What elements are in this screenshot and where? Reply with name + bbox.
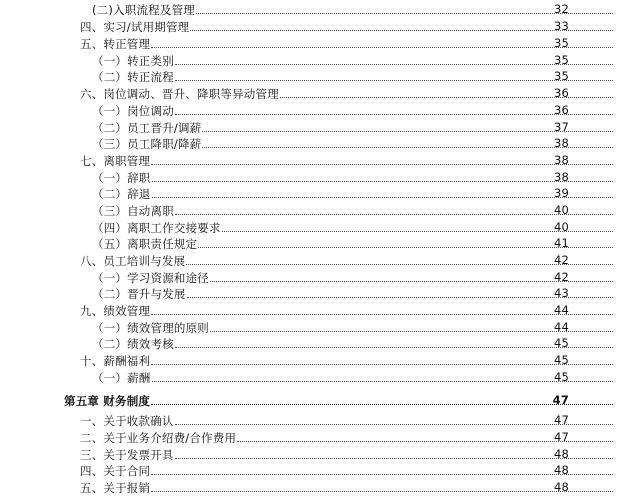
toc-entry-title: （三）自动离职 (92, 204, 174, 218)
toc-page-number: 33 (553, 19, 569, 33)
toc-entry[interactable] (0, 368, 633, 385)
toc-page-number: 43 (553, 286, 569, 300)
toc-page-number: 42 (553, 253, 569, 267)
toc-page-number: 39 (553, 186, 569, 200)
toc-dot-leader (151, 474, 613, 475)
toc-entry[interactable] (0, 284, 633, 301)
toc-dot-leader (187, 297, 613, 298)
toc-entry[interactable] (0, 34, 633, 51)
toc-entry[interactable] (0, 118, 633, 135)
toc-entry[interactable] (0, 445, 633, 462)
toc-dot-leader (152, 381, 614, 382)
toc-entry-title: （一）转正类别 (92, 54, 174, 68)
toc-entry-title: （一）学习资源和途径 (92, 271, 209, 285)
toc-dot-leader (210, 281, 613, 282)
toc-entry[interactable] (0, 84, 633, 101)
toc-page-number: 41 (553, 236, 569, 250)
toc-entry-title: （二）辞退 (92, 187, 151, 201)
toc-entry-title: 五、关于报销 (80, 481, 151, 495)
toc-page-number: 40 (553, 203, 569, 217)
toc-entry-title: 三、关于发票开具 (80, 448, 174, 462)
toc-page-number: 48 (553, 447, 569, 461)
toc-entry-title: 一、关于收款确认 (80, 414, 174, 428)
toc-page-number: 47 (553, 430, 569, 444)
toc-page-number: 48 (553, 463, 569, 477)
toc-entry[interactable] (0, 101, 633, 118)
toc-entry[interactable] (0, 461, 633, 478)
toc-page-number: 40 (553, 220, 569, 234)
toc-page-number: 45 (553, 353, 569, 367)
toc-entry-title: （一）薪酬 (92, 371, 151, 385)
toc-entry-title: （一）绩效管理的原则 (92, 321, 209, 335)
toc-entry[interactable] (0, 168, 633, 185)
toc-entry[interactable] (0, 184, 633, 201)
toc-entry-title: （二）绩效考核 (92, 337, 174, 351)
toc-dot-leader (202, 147, 613, 148)
toc-entry[interactable] (0, 218, 633, 235)
toc-chapter-entry[interactable] (0, 391, 633, 408)
toc-dot-leader (151, 47, 613, 48)
toc-page-number: 35 (553, 69, 569, 83)
toc-dot-leader (151, 314, 613, 315)
toc-entry-title: （二）员工晋升/调薪 (92, 121, 202, 135)
toc-dot-leader (175, 80, 613, 81)
toc-dot-leader (175, 214, 613, 215)
toc-dot-leader (175, 458, 613, 459)
toc-entry-title: （一）岗位调动 (92, 104, 174, 118)
toc-entry-title: （三）员工降职/降薪 (92, 137, 202, 151)
toc-dot-leader (210, 331, 613, 332)
toc-dot-leader (202, 131, 613, 132)
toc-entry-title: 十、薪酬福利 (80, 354, 151, 368)
toc-entry[interactable] (0, 151, 633, 168)
toc-entry-title: (二)入职流程及管理 (92, 3, 195, 17)
toc-entry[interactable] (0, 17, 633, 34)
toc-entry-title: （四）离职工作交接要求 (92, 221, 221, 235)
toc-page-number: 48 (553, 480, 569, 494)
toc-dot-leader (175, 347, 613, 348)
toc-entry-title: 九、绩效管理 (80, 304, 151, 318)
toc-page-number: 38 (553, 153, 569, 167)
toc-page-number: 42 (553, 270, 569, 284)
toc-entry-title: （二）晋升与发展 (92, 287, 186, 301)
toc-dot-leader (151, 364, 613, 365)
toc-dot-leader (175, 424, 613, 425)
toc-entry[interactable] (0, 0, 633, 17)
toc-entry-title: 第五章 财务制度 (64, 394, 151, 408)
toc-entry[interactable] (0, 251, 633, 268)
toc-entry[interactable] (0, 318, 633, 335)
toc-entry-title: 六、岗位调动、晋升、降职等异动管理 (80, 87, 279, 101)
toc-page-number: 37 (553, 120, 569, 134)
toc-page-number: 35 (553, 53, 569, 67)
toc-page-number: 32 (553, 2, 569, 16)
toc-entry-title: 八、员工培训与发展 (80, 254, 186, 268)
toc-page-number: 47 (553, 413, 569, 427)
toc-entry[interactable] (0, 411, 633, 428)
toc-entry[interactable] (0, 428, 633, 445)
toc-entry-title: 四、关于合同 (80, 464, 151, 478)
toc-dot-leader (151, 491, 613, 492)
toc-entry[interactable] (0, 67, 633, 84)
toc-page-number: 45 (553, 370, 569, 384)
toc-entry-title: 七、离职管理 (80, 154, 151, 168)
toc-dot-leader (152, 197, 614, 198)
toc-page-number: 38 (553, 170, 569, 184)
toc-dot-leader (151, 164, 613, 165)
toc-entry[interactable] (0, 51, 633, 68)
toc-dot-leader (186, 264, 613, 265)
toc-entry[interactable] (0, 478, 633, 495)
toc-dot-leader (196, 13, 613, 14)
toc-entry-title: （二）转正流程 (92, 70, 174, 84)
toc-page-number: 45 (553, 336, 569, 350)
toc-entry[interactable] (0, 268, 633, 285)
toc-page-number: 36 (553, 103, 569, 117)
toc-page-number: 35 (553, 36, 569, 50)
toc-page-number: 36 (553, 86, 569, 100)
toc-page-number: 47 (552, 393, 569, 407)
toc-entry-title: （五）离职责任规定 (92, 237, 198, 251)
toc-entry[interactable] (0, 201, 633, 218)
toc-dot-leader (198, 247, 613, 248)
toc-dot-leader (175, 114, 613, 115)
toc-dot-leader (152, 181, 614, 182)
toc-entry[interactable] (0, 334, 633, 351)
toc-page-number: 38 (553, 136, 569, 150)
toc-page-number: 44 (553, 303, 569, 317)
toc-page-number: 44 (553, 320, 569, 334)
toc-dot-leader (151, 404, 613, 405)
toc-entry-title: 五、转正管理 (80, 37, 151, 51)
toc-entry[interactable] (0, 351, 633, 368)
toc-entry-title: 四、实习/试用期管理 (80, 20, 190, 34)
toc-entry-title: 二、关于业务介绍费/合作费用 (80, 431, 237, 445)
toc-dot-leader (175, 64, 613, 65)
toc-entry[interactable] (0, 301, 633, 318)
toc-entry[interactable] (0, 234, 633, 251)
toc-dot-leader (190, 30, 613, 31)
toc-entry-title: （一）辞职 (92, 171, 151, 185)
toc-entry[interactable] (0, 134, 633, 151)
